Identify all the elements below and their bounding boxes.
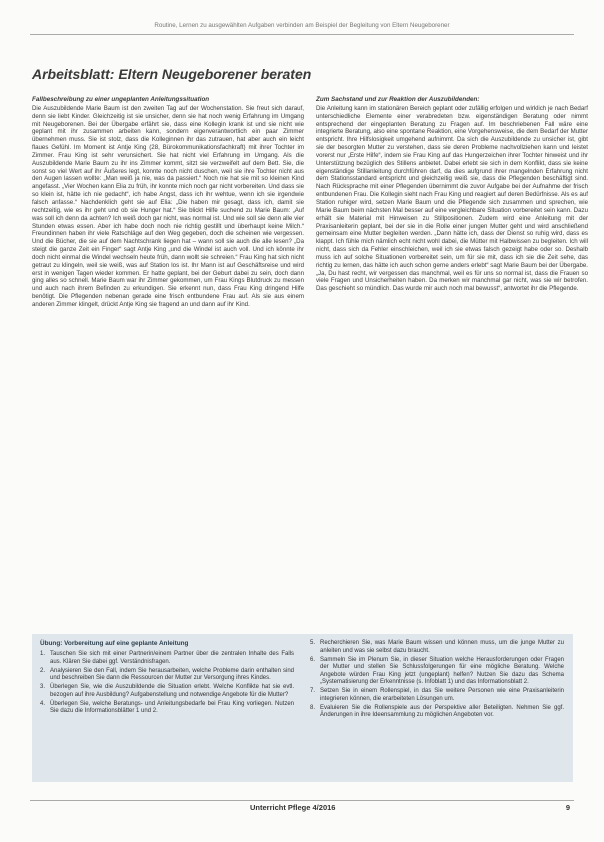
task-number: 8. <box>310 704 316 711</box>
task-text: Setzen Sie in einem Rollenspiel, in das Sie weitere Personen wie eine Praxisanleiterin integrieren können, die erarbeiteten Lösungen um. <box>320 688 564 702</box>
task-column-right <box>310 640 564 721</box>
task-text: Überlegen Sie, wie die Auszubildende die Situation erlebt. Welche Konflikte hat sie evtl. bezogen auf ihre Ausbildung? Aufgabenstellung und notwendige Angebote für die Mutter? <box>50 684 294 698</box>
exercise-heading: Übung: Vorbereitung auf eine geplante Anleitung <box>40 640 189 647</box>
task-item <box>310 688 564 703</box>
analysis-body: Die Anleitung kann im stationären Bereich geplant oder zufällig erfolgen und wirklich je nach Bedarf unterschiedliche Elemente einer verabredeten bzw. eigenständigen Beratung oder nimmt entsprechend der eingeplanten Beratung zu Fragen auf. Im beschriebenen Fall wäre eine integrierte Beratung, also eine spontane Reaktion, eine Vorgehensweise, die dem Bedarf der Mutter entspricht. Ihre Hilfslosigkeit umgehend aufnimmt. Da sich die Auszubildende zu unsicher ist, gibt sie der besorgten Mutter zu verstehen, dass sie deren Probleme nachvollziehen kann und leistet vorerst nur „Erste Hilfe“, indem sie Frau King auf das Hungerzeichen ihrer Tochter hinweist und ihr Unterstützung bezüglich des Stillens anbietet. Dabei erlebt sie sich in dem Konflikt, dass sie keine eigenständige Stillanleitung durchführen darf, da dies aufgrund ihrer mangelnden Erfahrung nicht dem Stationsstandard entspricht und gleichzeitig weiß sie, dass die Pflegenden beschäftigt sind. Nach Rücksprache mit einer Pflegenden übernimmt die zuvor Aufgabe bei der Aufnahme der frisch entbundenen Frau. Die Kollegin sieht nach Frau King und reagiert auf deren Bedürfnisse. Als es auf Station ruhiger wird, setzen Marie Baum und die Pflegende sich zusammen und sprechen, wie Marie Baum beim nächsten Mal besser auf eine vergleichbare Situation vorbereitet sein kann. Dazu erhält sie Material mit Hinweisen zu Stillpositionen. Zudem wird eine Anleitung mit der Praxisanleiterin geplant, bei der sie in die Rolle einer jungen Mutter geht und wird anschließend gemeinsam eine Mutter begleiten werden. „Dann hätte ich, dass der Dienst so ruhig wird, dass es klappt. Ich fühle mich nämlich echt nicht wohl dabei, die Mütter mit Halbwissen zu begleiten. Ich will nicht, dass sich da Fehler einschleichen, weil ich sie etwas falsch gezeigt habe oder so. Deshalb muss ich auf solche Situationen vorbereitet sein, um für sie mit, dass ich sie die Zeit sehe, das richtig zu lernen, das hätte ich auch schon gerne anders erlebt“ sagt Marie Baum bei der Übergabe. „Ja, Du hast recht, wir vergessen das manchmal, weil es für uns so normal ist, dass die Frauen so viele Fragen und Unsicherheiten haben. Da merken wir manchmal gar nicht, was sie wir betrofen. Das geschieht so mündlich. Das wurde mir auch noch mal bewusst“, antwortet ihr die Pflegende. <box>316 104 588 293</box>
running-header: Routine, Lernen zu ausgewählten Aufgaben verbinden am Beispiel der Begleitung von Eltern Neugeborener <box>154 22 450 29</box>
task-text: Evaluieren Sie die Rollenspiele aus der Perspektive aller Beteiligten. Nehmen Sie ggf. Änderungen in ihre Ideensammlung zu möglichen Angeboten vor. <box>320 704 564 718</box>
task-text: Analysieren Sie den Fall, indem Sie herausarbeiten, welche Probleme darin enthalten sind und beschreiben Sie dann die Ressourcen der Mutter zur Versorgung ihres Kindes. <box>50 667 294 681</box>
page-number: 9 <box>565 803 570 812</box>
header-rule <box>30 34 574 35</box>
task-item <box>40 668 294 683</box>
task-number: 1. <box>40 651 46 657</box>
task-column-left <box>40 651 294 717</box>
task-number: 6. <box>310 656 316 663</box>
footer-rule <box>30 800 574 801</box>
footer-journal: Unterricht Pflege 4/2016 <box>250 803 336 812</box>
case-description-column <box>32 96 304 309</box>
task-number: 2. <box>40 667 46 674</box>
page-title: Arbeitsblatt: Eltern Neugeborener beraten <box>32 66 312 82</box>
task-text: Recherchieren Sie, was Marie Baum wissen und können muss, um die junge Mutter zu anleiten und was sie selbst dazu braucht. <box>320 640 564 654</box>
task-item <box>40 701 294 716</box>
task-number: 3. <box>40 684 46 690</box>
case-body: Die Auszubildende Marie Baum ist den zweiten Tag auf der Wochenstation. Sie freut sich darauf, denn sie liebt Kinder. Gleichzeitig ist sie unsicher, denn sie hat noch wenig Erfahrung im Umgang mit Neugeborenen. Bei der Übergabe erfährt sie, dass eine Kollegin krank ist und sie nicht wie geplant mit ihr zusammen arbeiten kann, sondern eigenverantwortlich ein paar Zimmer übernehmen muss. Sie ist stolz, dass die Kolleginnen ihr das zutrauen, hat aber auch ein leicht flaues Gefühl. Im Moment ist Antje King (28, Bürokommunikationsfachkraft) mit ihrer Tochter im Zimmer. Frau King ist sehr verunsichert. Sie hat nicht viel Erfahrung im Umgang. Als die Auszubildende Marie Baum zu ihr ins Zimmer kommt, sitzt sie verzweifelt auf dem Bett. Sie, die sonst so viel Wert auf ihr Äußeres legt, konnte noch nicht duschen, weil sie ihre Tochter nicht aus den Augen lassen wollte: „Man weiß ja nie, was da passiert.“ Noch nie hat sie mit so kleinen Kind angefasst. „Vier Wochen kann Elia zu früh, ihr konnte mich noch gar nicht vorbereiten. Und dass sie so klein ist, hätte ich nie gedacht“, ich habe Angst, dass ich ihr wehtue, wenn ich sie irgendwie falsch anfasse.“ Nachdenklich geht sie auf Elia: „Die haben mir gesagt, dass ich, damit sie rechtzeitig, wie es ihr geht und ob sie Hunger hat.“ Sie blickt Hilfe suchend zu Marie Baum: „Auf was soll ich denn da achten? Ich weiß doch gar nicht, was normal ist. Und wie soll sie denn alle vier Stunden etwas essen. Aber ich habe doch noch nie richtig gestillt und überhaupt keine Milch.“ Freundinnen haben ihr viele Ratschläge auf den Weg gegeben, doch die scheinen wie vergessen. Und die Bücher, die sie auf dem Nachtschrank liegen hat – wann soll sie auch die alle lesen? „Da steigt die ganze Zeit ein Finger“ sagt Antje King „und die Windel ist auch voll. Und ich könnte ihr doch nicht einmal die Windel wechseln heute früh, dann wollt sie schreien.“ Frau King hat sich nicht getraut zu klingeln, weil sie weiß, was auf Station los ist. Ihr Mann ist auf Geschäftsreise und wird erst in wenigen Tagen wieder kommen. Er hatte geplant, bei der Geburt dabei zu sein, doch dann ging alles so schnell. Marie Baum war ihr Zimmer gekommen, um Frau Kings Blutdruck zu messen und auch nach ihrem Befinden zu erkundigen. Sie erkennt nun, dass Frau King dringend Hilfe benötigt. Die Pflegenden nebenan gerade eine frisch entbundene Frau auf. Als sie aus einem anderen Zimmer klingelt, drückt Antje King sie fragend an und dann auf ihr Kind. <box>32 104 304 308</box>
analysis-heading: Zum Sachstand und zur Reaktion der Auszubildenden: <box>316 96 480 103</box>
task-number: 5. <box>310 640 316 646</box>
task-text: Tauschen Sie sich mit einer Partnerin/einem Partner über die zentralen Inhalte des Falls aus. Klären Sie dabei ggf. Verständnisfragen. <box>50 651 294 665</box>
task-number: 7. <box>310 688 316 694</box>
task-text: Überlegen Sie, welche Beratungs- und Anleitungsbedarfe bei Frau King vorliegen. Nutzen Sie dazu die Informationsblätter 1 und 2. <box>50 700 294 714</box>
exercise-box <box>32 634 573 782</box>
task-item <box>40 651 294 666</box>
analysis-column <box>316 96 588 293</box>
task-item <box>310 705 564 720</box>
task-text: Sammeln Sie im Plenum Sie, in dieser Situation welche Herausforderungen oder Fragen der Mutter und stellen Sie Schlussfolgerungen für eine mögliche Beratung. Welche Angebote würden Frau King jetzt (ungeplant) helfen? Nutzen Sie dazu das Schema „Systematisierung der Erkenntnisse (s. Infoblatt 1) und das Informationsblatt 2. <box>320 656 564 685</box>
case-heading: Fallbeschreibung zu einer ungeplanten Anleitungssituation <box>32 96 210 103</box>
task-item <box>310 657 564 687</box>
task-number: 4. <box>40 700 46 707</box>
task-item <box>310 640 564 655</box>
task-item <box>40 684 294 699</box>
